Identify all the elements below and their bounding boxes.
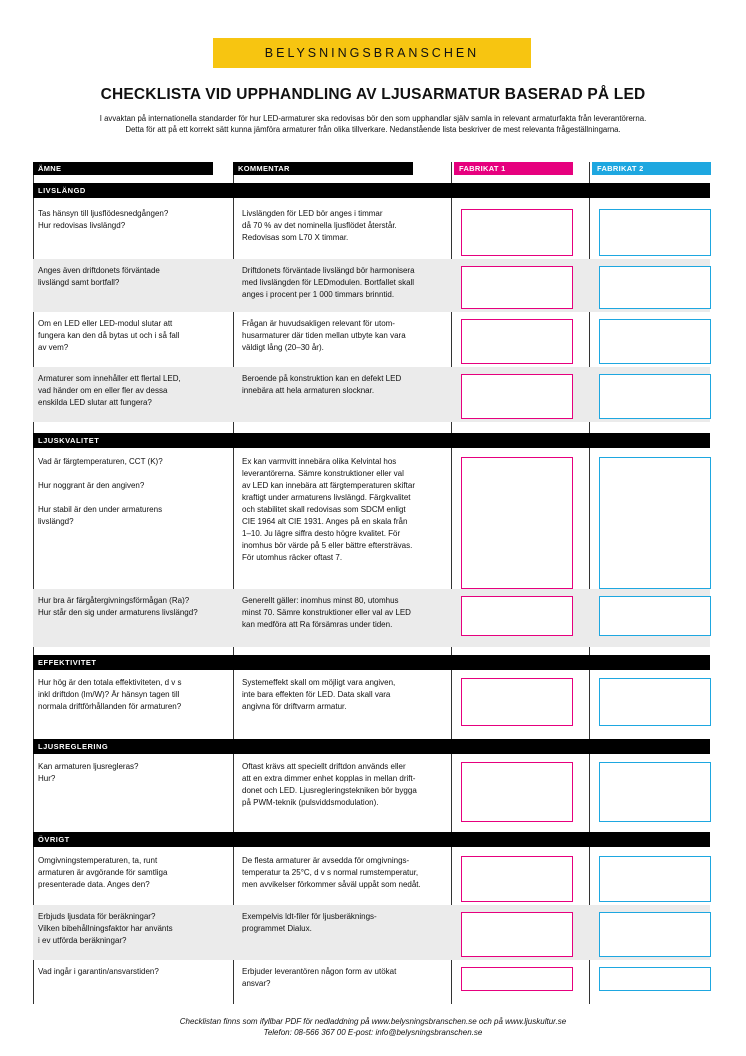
comment-line: inte bara effekten för LED. Data skall vara (242, 690, 391, 699)
comment-line: Ex kan varmvitt innebära olika Kelvintal hos (242, 457, 397, 466)
comment-line: Generellt gäller: inomhus minst 80, utomhus (242, 596, 399, 605)
comment-line: anges i procent per 1 000 timmars brinntid. (242, 290, 395, 299)
maker2-input-box[interactable] (599, 319, 711, 364)
comment-line: programmet Dialux. (242, 924, 312, 933)
maker2-input-box[interactable] (599, 266, 711, 309)
table-row (33, 905, 710, 960)
table-row (33, 960, 710, 1004)
question-line: armaturen är avgörande för samtliga (38, 868, 168, 877)
comment-line: innebära att hela armaturen slocknar. (242, 386, 375, 395)
footer (0, 1016, 746, 1038)
maker2-input-box[interactable] (599, 374, 711, 419)
question-line: Hur noggrant är den angiven? (38, 481, 145, 490)
maker2-input-box[interactable] (599, 457, 711, 589)
table-row (33, 755, 710, 826)
question-line: Vilken bibehållningsfaktor har använts (38, 924, 173, 933)
maker2-input-box[interactable] (599, 678, 711, 726)
question-line: livslängd samt bortfall? (38, 278, 120, 287)
question-line: Erbjuds ljusdata för beräkningar? (38, 912, 156, 921)
table-row (33, 450, 710, 589)
comment-cell (242, 761, 458, 809)
brand-banner: BELYSNINGSBRANSCHEN (213, 38, 531, 68)
maker1-input-box[interactable] (461, 374, 573, 419)
comment-cell (242, 373, 458, 397)
comment-line: av LED kan innebära att färgtemperaturen skiftar (242, 481, 415, 490)
comment-cell (242, 456, 458, 564)
question-line: Hur bra är färgåtergivningsförmågan (Ra)? (38, 596, 190, 605)
comment-line: Redovisas som L70 X timmar. (242, 233, 349, 242)
table-row (33, 367, 710, 422)
question-line: Anges även driftdonets förväntade (38, 266, 160, 275)
question-line: inkl driftdon (lm/W)? Är hänsyn tagen till (38, 690, 180, 699)
column-header-maker2: FABRIKAT 2 (592, 162, 711, 175)
comment-line: 1–10. Ju lägre siffra desto högre kvalitet. För (242, 529, 401, 538)
table-row (33, 671, 710, 735)
comment-cell (242, 318, 458, 354)
question-line: Hur står den sig under armaturens livslängd? (38, 608, 198, 617)
comment-line: CIE 1964 alt CIE 1931. Anges på en skala från (242, 517, 408, 526)
question-line: Vad ingår i garantin/ansvarstiden? (38, 967, 159, 976)
question-line: Hur? (38, 774, 56, 783)
maker2-input-box[interactable] (599, 856, 711, 902)
maker1-input-box[interactable] (461, 209, 573, 256)
comment-line: Oftast krävs att speciellt driftdon används eller (242, 762, 406, 771)
comment-line: Systemeffekt skall om möjligt vara angiven, (242, 678, 396, 687)
question-cell (38, 855, 230, 891)
maker1-input-box[interactable] (461, 856, 573, 902)
table-row (33, 312, 710, 367)
maker2-input-box[interactable] (599, 762, 711, 822)
question-line: Om en LED eller LED-modul slutar att (38, 319, 173, 328)
comment-line: kraftigt under armaturens livslängd. Färgkvalitet (242, 493, 411, 502)
comment-line: angivna för driftvarm armatur. (242, 702, 347, 711)
section-header: EFFEKTIVITET (33, 655, 710, 670)
maker2-input-box[interactable] (599, 209, 711, 256)
maker2-input-box[interactable] (599, 596, 711, 636)
comment-line: Driftdonets förväntade livslängd bör harmonisera (242, 266, 415, 275)
question-line: av vem? (38, 343, 69, 352)
question-line: enskilda LED slutar att fungera? (38, 398, 152, 407)
table-row (33, 259, 710, 312)
question-line: Hur hög är den totala effektiviteten, d v s (38, 678, 182, 687)
question-cell (38, 265, 230, 289)
section-header: LJUSREGLERING (33, 739, 710, 754)
comment-cell (242, 677, 458, 713)
comment-line: kan medföra att Ra försämras under tiden. (242, 620, 393, 629)
footer-download-note: Checklistan finns som ifyllbar PDF för nedladdning på www.belysningsbranschen.se och på www.ljuskultur.se (179, 1017, 567, 1026)
question-line: fungera kan den då bytas ut och i så fall (38, 331, 180, 340)
question-line: vad händer om en eller fler av dessa (38, 386, 168, 395)
maker1-input-box[interactable] (461, 596, 573, 636)
question-cell (38, 208, 230, 232)
comment-line: De flesta armaturer är avsedda för omgivnings- (242, 856, 410, 865)
question-line: Kan armaturen ljusregleras? (38, 762, 139, 771)
question-line: livslängd? (38, 517, 74, 526)
question-line: Tas hänsyn till ljusflödesnedgången? (38, 209, 169, 218)
maker1-input-box[interactable] (461, 319, 573, 364)
comment-line: inomhus bör värde på 5 eller bättre eftersträvas. (242, 541, 413, 550)
question-line: normala driftförhållanden för armaturen? (38, 702, 182, 711)
section-header: LJUSKVALITET (33, 433, 710, 448)
comment-line: med livslängden för LEDmodulen. Bortfallet skall (242, 278, 415, 287)
comment-line: att en extra dimmer enhet kopplas in mellan drift- (242, 774, 416, 783)
question-cell (38, 677, 230, 713)
section-header: LIVSLÄNGD (33, 183, 710, 198)
comment-line: och stabilitet skall redovisas som SDCM enligt (242, 505, 406, 514)
comment-line: ansvar? (242, 979, 271, 988)
question-line (38, 468, 230, 480)
question-line: Vad är färgtemperaturen, CCT (K)? (38, 457, 163, 466)
comment-line: Frågan är huvudsakligen relevant för utom- (242, 319, 395, 328)
question-cell (38, 761, 230, 785)
comment-line: donet och LED. Ljusregleringstekniken bör bygga (242, 786, 417, 795)
table-row (33, 202, 710, 259)
comment-line: leverantörerna. Sämre konstruktioner eller val (242, 469, 404, 478)
maker1-input-box[interactable] (461, 678, 573, 726)
question-line: Hur redovisas livslängd? (38, 221, 126, 230)
question-cell (38, 373, 230, 409)
maker1-input-box[interactable] (461, 266, 573, 309)
comment-line: Exempelvis ldt-filer för ljusberäknings- (242, 912, 377, 921)
comment-line: Livslängden för LED bör anges i timmar (242, 209, 383, 218)
comment-cell (242, 855, 458, 891)
comment-line: husarmaturer där tiden mellan utbyte kan vara (242, 331, 406, 340)
comment-line: men avvikelser förkommer såväl uppåt som nedåt. (242, 880, 421, 889)
question-line (38, 492, 230, 504)
maker1-input-box[interactable] (461, 967, 573, 991)
section-header: ÖVRIGT (33, 832, 710, 847)
question-line: Armaturer som innehåller ett flertal LED, (38, 374, 181, 383)
comment-cell (242, 265, 458, 301)
comment-cell (242, 595, 458, 631)
comment-line: För utomhus räcker oftast 7. (242, 553, 343, 562)
comment-cell (242, 208, 458, 244)
column-header-comment: KOMMENTAR (233, 162, 413, 175)
comment-line: då 70 % av det nominella ljusflödet återstår. (242, 221, 397, 230)
maker1-input-box[interactable] (461, 762, 573, 822)
comment-line: Erbjuder leverantören någon form av utökat (242, 967, 397, 976)
column-header-topic: ÄMNE (33, 162, 213, 175)
question-cell (38, 318, 230, 354)
comment-line: väldigt lång (20–30 år). (242, 343, 324, 352)
comment-line: minst 70. Sämre konstruktioner eller val av LED (242, 608, 411, 617)
question-cell (38, 456, 230, 528)
maker1-input-box[interactable] (461, 457, 573, 589)
question-line: Hur stabil är den under armaturens (38, 505, 163, 514)
comment-line: temperatur ta 25°C, d v s normal rumstemperatur, (242, 868, 419, 877)
question-cell (38, 966, 230, 978)
intro-line: Detta för att på ett korrekt sätt kunna jämföra armaturer från olika tillverkare. Nedanstående lista beskriver de mest relevanta frågeställningarna. (125, 125, 621, 134)
question-line: i ev utförda beräkningar? (38, 936, 127, 945)
maker1-input-box[interactable] (461, 912, 573, 957)
table-row (33, 849, 710, 905)
comment-cell (242, 966, 458, 990)
comment-line: på PWM-teknik (pulsviddsmodulation). (242, 798, 379, 807)
maker2-input-box[interactable] (599, 967, 711, 991)
maker2-input-box[interactable] (599, 912, 711, 957)
question-cell (38, 911, 230, 947)
column-header-maker1: FABRIKAT 1 (454, 162, 573, 175)
intro-line: I avvaktan på internationella standarder för hur LED-armaturer ska redovisas bör den som upphandlar själv samla in relevant armaturfakta från leverantörerna. (99, 114, 647, 123)
page-title: CHECKLISTA VID UPPHANDLING AV LJUSARMATUR BASERAD PÅ LED (100, 86, 646, 103)
comment-cell (242, 911, 458, 935)
table-row (33, 589, 710, 647)
question-line: Omgivningstemperaturen, ta, runt (38, 856, 158, 865)
comment-line: Beroende på konstruktion kan en defekt LED (242, 374, 402, 383)
footer-contact: Telefon: 08-566 367 00 E-post: info@belysningsbranschen.se (263, 1028, 483, 1037)
question-line: presenterade data. Anges den? (38, 880, 150, 889)
intro-text (0, 113, 746, 135)
question-cell (38, 595, 230, 619)
